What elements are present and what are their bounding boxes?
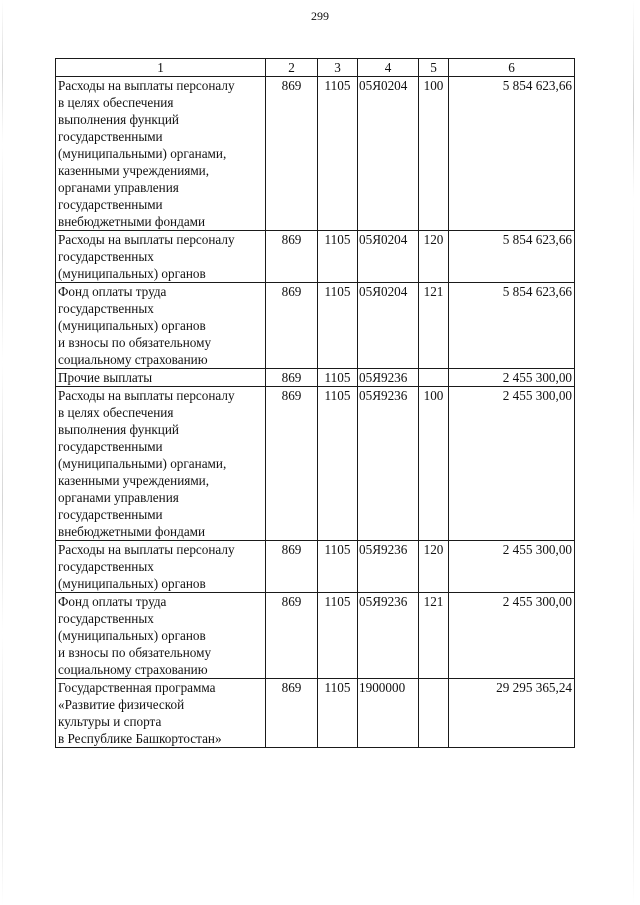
table-row — [56, 541, 575, 593]
amount-cell: 2 455 300,00 — [449, 593, 575, 679]
header-col-3: 3 — [318, 59, 358, 77]
expense-type-cell — [419, 679, 449, 748]
ministry-code-cell: 869 — [266, 369, 318, 387]
amount-cell: 2 455 300,00 — [449, 369, 575, 387]
header-col-5: 5 — [419, 59, 449, 77]
table-row — [56, 387, 575, 541]
section-code-cell: 1105 — [318, 283, 358, 369]
expense-name-line: (муниципальными) органами, — [58, 146, 227, 161]
article-code-cell: 05Я9236 — [358, 387, 419, 541]
expense-name-line: Расходы на выплаты персоналу — [58, 388, 235, 403]
header-row — [56, 59, 575, 77]
expense-name-line: внебюджетными фондами — [58, 524, 206, 539]
expense-name-line: в целях обеспечения — [58, 95, 174, 110]
amount-cell: 5 854 623,66 — [449, 77, 575, 231]
expense-name-cell — [56, 283, 266, 369]
amount-cell: 29 295 365,24 — [449, 679, 575, 748]
expense-name-line: (муниципальных) органов — [58, 576, 206, 591]
expense-name-cell — [56, 369, 266, 387]
expense-name-line: государственных — [58, 559, 154, 574]
scan-edge-right — [633, 0, 634, 905]
expense-name-line: Государственная программа — [58, 680, 216, 695]
scan-edge-left — [2, 0, 3, 905]
expense-name-line: государственных — [58, 611, 154, 626]
section-code-cell: 1105 — [318, 541, 358, 593]
expense-name-line: выполнения функций — [58, 112, 179, 127]
expense-name-line: внебюджетными фондами — [58, 214, 206, 229]
expense-name-line: и взносы по обязательному — [58, 335, 212, 350]
expense-name-line: государственными — [58, 439, 163, 454]
table-row — [56, 679, 575, 748]
expense-name-line: органами управления — [58, 490, 179, 505]
table-row — [56, 283, 575, 369]
amount-cell: 2 455 300,00 — [449, 541, 575, 593]
article-code-cell: 05Я9236 — [358, 369, 419, 387]
section-code-cell: 1105 — [318, 369, 358, 387]
ministry-code-cell: 869 — [266, 283, 318, 369]
article-code-cell: 1900000 — [358, 679, 419, 748]
table-row — [56, 77, 575, 231]
expense-name-line: государственными — [58, 129, 163, 144]
amount-cell: 5 854 623,66 — [449, 283, 575, 369]
expense-name-cell — [56, 77, 266, 231]
expense-name-cell — [56, 387, 266, 541]
header-col-4: 4 — [358, 59, 419, 77]
expense-name-line: Фонд оплаты труда — [58, 284, 167, 299]
table-body — [56, 77, 575, 748]
ministry-code-cell: 869 — [266, 679, 318, 748]
section-code-cell: 1105 — [318, 231, 358, 283]
article-code-cell: 05Я9236 — [358, 593, 419, 679]
ministry-code-cell: 869 — [266, 593, 318, 679]
expense-name-line: (муниципальными) органами, — [58, 456, 227, 471]
expense-name-line: (муниципальных) органов — [58, 318, 206, 333]
expense-type-cell — [419, 369, 449, 387]
expense-name-line: в целях обеспечения — [58, 405, 174, 420]
expense-name-line: в Республике Башкортостан» — [58, 731, 222, 746]
expense-name-line: казенными учреждениями, — [58, 163, 210, 178]
expense-name-line: Расходы на выплаты персоналу — [58, 542, 235, 557]
expense-type-cell: 121 — [419, 283, 449, 369]
header-col-2: 2 — [266, 59, 318, 77]
article-code-cell: 05Я0204 — [358, 231, 419, 283]
section-code-cell: 1105 — [318, 387, 358, 541]
expense-name-line: Расходы на выплаты персоналу — [58, 78, 235, 93]
expense-type-cell: 100 — [419, 387, 449, 541]
article-code-cell: 05Я0204 — [358, 283, 419, 369]
expense-type-cell: 100 — [419, 77, 449, 231]
table-header — [56, 59, 575, 77]
table-row — [56, 369, 575, 387]
expense-name-line: государственных — [58, 249, 154, 264]
budget-table — [55, 58, 575, 748]
expense-type-cell: 121 — [419, 593, 449, 679]
expense-name-line: и взносы по обязательному — [58, 645, 212, 660]
expense-name-line: органами управления — [58, 180, 179, 195]
expense-name-line: Прочие выплаты — [58, 370, 153, 385]
table-row — [56, 593, 575, 679]
expense-name-line: Фонд оплаты труда — [58, 594, 167, 609]
expense-name-line: Расходы на выплаты персоналу — [58, 232, 235, 247]
expense-name-line: государственными — [58, 197, 163, 212]
ministry-code-cell: 869 — [266, 77, 318, 231]
expense-name-line: выполнения функций — [58, 422, 179, 437]
expense-name-line: культуры и спорта — [58, 714, 162, 729]
expense-name-line: государственными — [58, 507, 163, 522]
header-col-6: 6 — [449, 59, 575, 77]
expense-name-cell — [56, 231, 266, 283]
expense-name-line: «Развитие физической — [58, 697, 185, 712]
article-code-cell: 05Я0204 — [358, 77, 419, 231]
expense-name-line: (муниципальных) органов — [58, 266, 206, 281]
expense-name-cell — [56, 593, 266, 679]
section-code-cell: 1105 — [318, 77, 358, 231]
amount-cell: 2 455 300,00 — [449, 387, 575, 541]
article-code-cell: 05Я9236 — [358, 541, 419, 593]
ministry-code-cell: 869 — [266, 541, 318, 593]
table-row — [56, 231, 575, 283]
expense-name-line: социальному страхованию — [58, 662, 208, 677]
section-code-cell: 1105 — [318, 679, 358, 748]
section-code-cell: 1105 — [318, 593, 358, 679]
expense-name-line: социальному страхованию — [58, 352, 208, 367]
expense-name-line: государственных — [58, 301, 154, 316]
amount-cell: 5 854 623,66 — [449, 231, 575, 283]
expense-name-cell — [56, 541, 266, 593]
ministry-code-cell: 869 — [266, 387, 318, 541]
expense-type-cell: 120 — [419, 231, 449, 283]
expense-name-cell — [56, 679, 266, 748]
expense-name-line: казенными учреждениями, — [58, 473, 210, 488]
ministry-code-cell: 869 — [266, 231, 318, 283]
page-number: 299 — [311, 9, 329, 23]
expense-name-line: (муниципальных) органов — [58, 628, 206, 643]
header-col-1: 1 — [56, 59, 266, 77]
expense-type-cell: 120 — [419, 541, 449, 593]
